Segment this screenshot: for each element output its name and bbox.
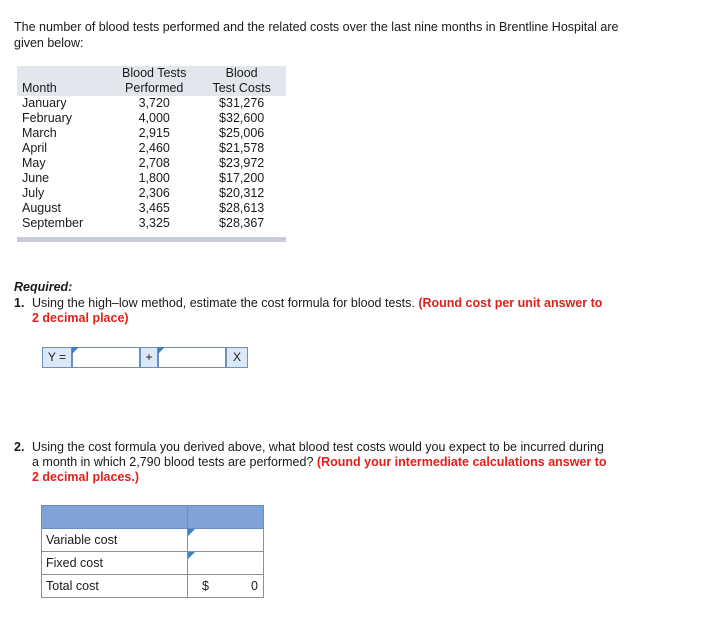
blood-test-data-table [17, 66, 286, 231]
table-row [17, 201, 286, 216]
month-cell: May [17, 156, 111, 171]
month-cell: April [17, 141, 111, 156]
costs-cell: $20,312 [197, 186, 286, 201]
table-row [17, 96, 286, 111]
month-cell: September [17, 216, 111, 231]
cost-table-header [42, 506, 264, 529]
costs-cell: $32,600 [197, 111, 286, 126]
table-row [42, 529, 264, 552]
question-2 [14, 440, 654, 485]
month-cell: January [17, 96, 111, 111]
variable-cost-answer-input[interactable] [188, 529, 264, 552]
costs-cell: $17,200 [197, 171, 286, 186]
header-costs-line1: Blood [197, 66, 286, 81]
question-2-text-cont: a month in which 2,790 blood tests are performed? [32, 455, 314, 469]
tests-cell: 3,325 [111, 216, 197, 231]
tests-cell: 1,800 [111, 171, 197, 186]
month-cell: August [17, 201, 111, 216]
question-2-number: 2. [14, 440, 25, 454]
question-1-number: 1. [14, 296, 25, 310]
x-label: X [226, 347, 248, 368]
question-1 [14, 296, 654, 326]
question-1-rounding-note-cont: 2 decimal place) [32, 311, 129, 325]
costs-cell: $25,006 [197, 126, 286, 141]
variable-cost-label: Variable cost [42, 529, 188, 552]
intro-text: The number of blood tests performed and the related costs over the last nine months in Brentline Hospital are given below: [14, 20, 619, 50]
variable-cost-input[interactable] [158, 347, 226, 368]
tests-cell: 2,460 [111, 141, 197, 156]
fixed-cost-label: Fixed cost [42, 552, 188, 575]
total-cost-label: Total cost [42, 575, 188, 598]
table-row [17, 171, 286, 186]
tests-cell: 3,465 [111, 201, 197, 216]
month-cell: June [17, 171, 111, 186]
input-marker-icon [72, 347, 79, 354]
header-costs-line2: Test Costs [197, 81, 286, 96]
table-row [42, 552, 264, 575]
costs-cell: $31,276 [197, 96, 286, 111]
tests-cell: 2,915 [111, 126, 197, 141]
input-marker-icon [188, 529, 195, 536]
header-tests-line1: Blood Tests [111, 66, 197, 81]
fixed-cost-input[interactable] [72, 347, 140, 368]
total-cost-amount: 0 [251, 579, 258, 593]
costs-cell: $28,367 [197, 216, 286, 231]
cost-answer-table [41, 505, 264, 598]
tests-cell: 2,708 [111, 156, 197, 171]
y-equals-label: Y = [42, 347, 72, 368]
fixed-cost-answer-input[interactable] [188, 552, 264, 575]
month-cell: February [17, 111, 111, 126]
cost-formula-row [42, 347, 248, 368]
input-marker-icon [158, 347, 165, 354]
question-2-rounding-note-cont: 2 decimal places.) [32, 470, 140, 484]
question-1-text: Using the high–low method, estimate the cost formula for blood tests. [32, 296, 415, 310]
costs-cell: $21,578 [197, 141, 286, 156]
table-row [17, 156, 286, 171]
question-2-rounding-note: (Round your intermediate calculations answer to [316, 455, 607, 469]
table-row [17, 126, 286, 141]
table-row [17, 111, 286, 126]
currency-symbol: $ [202, 579, 209, 593]
costs-cell: $28,613 [197, 201, 286, 216]
table-row [17, 216, 286, 231]
header-month: Month [17, 81, 111, 96]
month-cell: July [17, 186, 111, 201]
costs-cell: $23,972 [197, 156, 286, 171]
table-row [17, 141, 286, 156]
table-row [17, 186, 286, 201]
tests-cell: 2,306 [111, 186, 197, 201]
required-heading: Required: [14, 280, 73, 294]
table-bottom-rule [17, 237, 286, 242]
input-marker-icon [188, 552, 195, 559]
question-1-rounding-note: (Round cost per unit answer to [418, 296, 603, 310]
question-2-text: Using the cost formula you derived above, what blood test costs would you expect to be incurred during [32, 440, 604, 454]
total-cost-value [188, 575, 264, 598]
header-tests-line2: Performed [111, 81, 197, 96]
tests-cell: 4,000 [111, 111, 197, 126]
tests-cell: 3,720 [111, 96, 197, 111]
table-row [42, 575, 264, 598]
plus-label: + [140, 347, 158, 368]
month-cell: March [17, 126, 111, 141]
